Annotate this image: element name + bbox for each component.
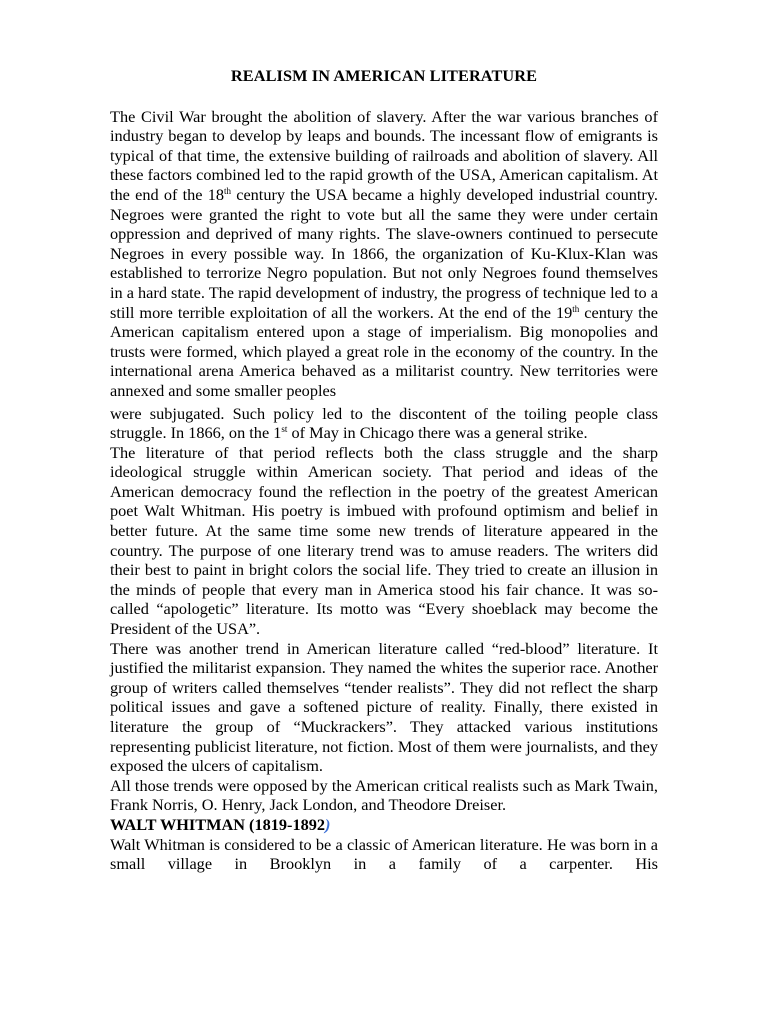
section-heading-walt-whitman: [110, 815, 658, 835]
paragraph-literature-period: The literature of that period reflects both the class struggle and the sharp ideological struggle within American society. That period and ideas of the American democracy found the reflection in the poetry of the greatest American poet Walt Whitman. His poetry is imbued with profound optimism and belief in better future. At the same time some new trends of literature appeared in the country. The purpose of one literary trend was to amuse readers. The writers did their best to paint in bright colors the social life. They tried to create an illusion in the minds of people that every man in America stood his fair chance. It was so-called “apologetic” literature. Its motto was “Every shoeblack may become the President of the USA”.: [110, 442, 658, 639]
superscript: st: [281, 424, 288, 435]
superscript: th: [223, 185, 231, 196]
paragraph-text: The Civil War brought the abolition of slavery. After the war various branches of industry began to develop by leaps and bounds. The incessant flow of emigrants is typical of that time, the extensive building of railroads and abolition of slavery. All these factors combined led to the rapid growth of the USA, American capitalism. At the end of the 18: [110, 106, 658, 204]
paragraph-subjugated: [110, 404, 658, 443]
paragraph-text: century the USA became a highly developed industrial country. Negroes were granted the right to vote but all the same they were under certain oppression and deprived of many rights. The slave-owners continued to persecute Negroes in every possible way. In 1866, the organization of Ku-Klux-Klan was established to terrorize Negro population. But not only Negroes found themselves in a hard state. The rapid development of industry, the progress of technique led to a still more terrible exploitation of all the workers. At the end of the 19: [110, 184, 658, 322]
superscript: th: [572, 303, 580, 314]
paragraph-text: were subjugated. Such policy led to the discontent of the toiling people class struggle. In 1866, on the 1: [110, 403, 658, 443]
document-title: REALISM IN AMERICAN LITERATURE: [230, 66, 538, 85]
paragraph-other-trends: There was another trend in American literature called “red-blood” literature. It justified the militarist expansion. They named the whites the superior race. Another group of writers called themselves “tender realists”. They did not reflect the sharp political issues and gave a softened picture of reality. Finally, there existed in literature the group of “Muckrackers”. They attacked various institutions representing publicist literature, not fiction. Most of them were journalists, and they exposed the ulcers of capitalism.: [110, 638, 658, 776]
paragraph-text: of May in Chicago there was a general strike.: [287, 423, 588, 443]
document-page: [110, 66, 658, 874]
section-heading-paren: ): [325, 814, 331, 834]
paragraph-critical-realists: All those trends were opposed by the American critical realists such as Mark Twain, Frank Norris, O. Henry, Jack London, and Theodore Dreiser.: [110, 775, 658, 815]
section-heading-text: WALT WHITMAN (1819-1892: [110, 814, 326, 834]
paragraph-civil-war: [110, 107, 658, 401]
paragraph-whitman-intro: Walt Whitman is considered to be a classic of American literature. He was born in a small village in Brooklyn in a family of a carpenter. His: [110, 834, 658, 874]
paragraph-text: century the American capitalism entered upon a stage of imperialism. Big monopolies and trusts were formed, which played a great role in the economy of the country. In the international arena America behaved as a militarist country. New territories were annexed and some smaller peoples: [110, 302, 658, 400]
